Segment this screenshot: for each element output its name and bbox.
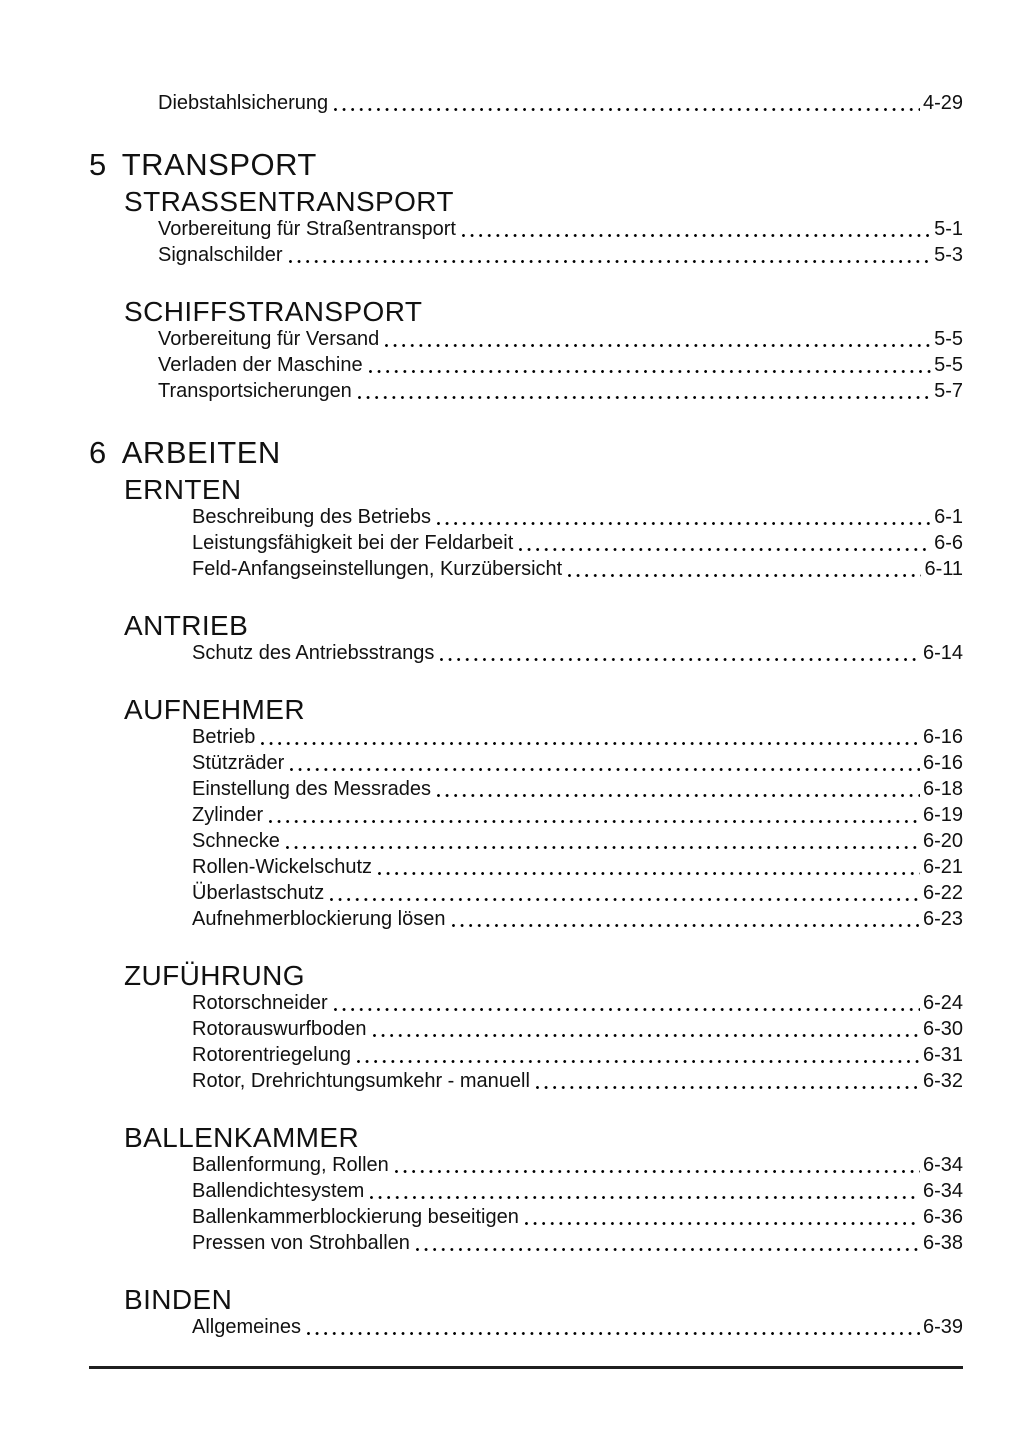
dot-leader [330, 898, 920, 901]
section-title: STRASSENTRANSPORT [124, 186, 454, 217]
chapter-number: 6 [89, 435, 107, 470]
toc-entry [89, 854, 963, 880]
toc-entry-label: Schutz des Antriebsstrangs [192, 642, 435, 664]
section-zufuehrung [89, 962, 963, 1094]
toc-entry-page: 6-18 [922, 778, 963, 800]
section-aufnehmer [89, 696, 963, 932]
dot-leader [416, 1248, 920, 1251]
dot-leader [440, 658, 920, 661]
section-title: SCHIFFSTRANSPORT [124, 296, 423, 327]
section-ballenkammer [89, 1124, 963, 1256]
section-title: BALLENKAMMER [124, 1122, 360, 1153]
dot-leader [378, 872, 920, 875]
toc-entry-page: 6-22 [922, 882, 963, 904]
dot-leader [437, 794, 920, 797]
toc-entry-label: Zylinder [192, 804, 264, 826]
toc-entry-page: 6-1 [934, 506, 963, 528]
toc-entry-label: Schnecke [192, 830, 280, 852]
toc-entry [89, 216, 963, 242]
dot-leader [395, 1170, 920, 1173]
toc-entry-label: Allgemeines [192, 1316, 301, 1338]
toc-entry-label: Einstellung des Messrades [192, 778, 432, 800]
toc-entry-page: 6-23 [922, 908, 963, 930]
dot-leader [334, 1008, 920, 1011]
dot-leader [370, 1196, 920, 1199]
dot-leader [269, 820, 920, 823]
chapter-heading [89, 148, 963, 182]
toc-entry [89, 1314, 963, 1340]
toc-entry-label: Feld-Anfangseinstellungen, Kurzübersicht [192, 558, 563, 580]
toc-entry [89, 1204, 963, 1230]
footer-rule [89, 1366, 963, 1369]
toc-entry-page: 6-21 [922, 856, 963, 878]
toc-entry-label: Vorbereitung für Versand [158, 328, 380, 350]
toc-entry-page: 6-11 [924, 558, 963, 580]
toc-entry-page: 6-31 [922, 1044, 963, 1066]
toc-entry-label: Signalschilder [158, 244, 283, 266]
dot-leader [289, 260, 932, 263]
toc-entry [89, 326, 963, 352]
section-binden [89, 1286, 963, 1340]
toc-entry-label: Ballenkammerblockierung beseitigen [192, 1206, 519, 1228]
toc-entry-label: Rotorentriegelung [192, 1044, 351, 1066]
toc-entry-page: 5-7 [934, 380, 963, 402]
toc-entry-label: Leistungsfähigkeit bei der Feldarbeit [192, 532, 514, 554]
dot-leader [525, 1222, 920, 1225]
toc-entry [89, 530, 963, 556]
dot-leader [286, 846, 920, 849]
toc-entry [89, 880, 963, 906]
toc-entry-label: Pressen von Strohballen [192, 1232, 410, 1254]
toc-entry-label: Rotorschneider [192, 992, 328, 1014]
toc-entry-page: 6-16 [922, 752, 963, 774]
dot-leader [437, 522, 931, 525]
dot-leader [307, 1332, 920, 1335]
section-schiffstransport [89, 298, 963, 404]
toc-entry-page: 6-20 [922, 830, 963, 852]
toc-entry-label: Beschreibung des Betriebs [192, 506, 432, 528]
toc-entry [89, 556, 963, 582]
toc-entry [89, 378, 963, 404]
dot-leader [452, 924, 920, 927]
toc-entry-page: 6-30 [922, 1018, 963, 1040]
toc-entry [89, 1016, 963, 1042]
toc-entry-label: Transportsicherungen [158, 380, 352, 402]
toc-entry-page: 6-39 [922, 1316, 963, 1338]
toc-entry-page: 6-34 [922, 1154, 963, 1176]
chapter-title: ARBEITEN [121, 435, 281, 470]
toc-entry-label: Ballenformung, Rollen [192, 1154, 389, 1176]
dot-leader [373, 1034, 920, 1037]
toc-entry [89, 990, 963, 1016]
section-ernten [89, 476, 963, 582]
toc-entry [89, 1068, 963, 1094]
toc-entry-label: Rotor, Drehrichtungsumkehr - manuell [192, 1070, 530, 1092]
toc-entry-label: Verladen der Maschine [158, 354, 363, 376]
toc-entry-page: 6-19 [922, 804, 963, 826]
toc-entry [89, 242, 963, 268]
section-title: BINDEN [124, 1284, 233, 1315]
dot-leader [568, 574, 921, 577]
section-title: ZUFÜHRUNG [124, 960, 305, 991]
toc-entry-page: 6-24 [922, 992, 963, 1014]
toc-entry-page: 6-32 [922, 1070, 963, 1092]
toc-entry-page: 6-38 [922, 1232, 963, 1254]
chapter-arbeiten [89, 436, 963, 1340]
toc-entry [89, 352, 963, 378]
toc-entry-page: 6-14 [922, 642, 963, 664]
toc-entry-page: 5-5 [934, 354, 963, 376]
toc-entry [89, 724, 963, 750]
dot-leader [369, 370, 932, 373]
toc-entry-label: Aufnehmerblockierung lösen [192, 908, 446, 930]
toc-entry [89, 90, 963, 116]
chapter-number: 5 [89, 147, 107, 182]
toc-entry [89, 504, 963, 530]
toc-entry [89, 1152, 963, 1178]
dot-leader [334, 108, 920, 111]
toc-entry-label: Diebstahlsicherung [158, 92, 329, 114]
dot-leader [385, 344, 931, 347]
toc-entry-page: 5-1 [934, 218, 963, 240]
toc-entry-page: 6-36 [922, 1206, 963, 1228]
section-title: AUFNEHMER [124, 694, 305, 725]
toc-entry [89, 1230, 963, 1256]
chapter-transport [89, 148, 963, 404]
toc-entry [89, 1178, 963, 1204]
section-title: ERNTEN [124, 474, 242, 505]
dot-leader [261, 742, 920, 745]
toc-entry-page: 5-3 [934, 244, 963, 266]
chapter-heading [89, 436, 963, 470]
toc-entry [89, 828, 963, 854]
toc-entry-label: Stützräder [192, 752, 285, 774]
dot-leader [358, 396, 931, 399]
toc-entry-page: 6-6 [934, 532, 963, 554]
toc-entry [89, 1042, 963, 1068]
dot-leader [290, 768, 920, 771]
toc-entry [89, 776, 963, 802]
toc-entry-label: Rotorauswurfboden [192, 1018, 367, 1040]
dot-leader [519, 548, 931, 551]
section-antrieb [89, 612, 963, 666]
section-strassentransport [89, 188, 963, 268]
toc-entry-label: Vorbereitung für Straßentransport [158, 218, 456, 240]
toc-entry-label: Überlastschutz [192, 882, 325, 904]
toc-entry [89, 750, 963, 776]
toc-entry-page: 4-29 [922, 92, 963, 114]
toc-entry-page: 6-34 [922, 1180, 963, 1202]
toc-entry-page: 6-16 [922, 726, 963, 748]
toc-entry [89, 802, 963, 828]
toc-entry [89, 640, 963, 666]
toc-entry-label: Ballendichtesystem [192, 1180, 365, 1202]
dot-leader [357, 1060, 920, 1063]
toc-entry-label: Betrieb [192, 726, 256, 748]
dot-leader [536, 1086, 920, 1089]
toc-entry-page: 5-5 [934, 328, 963, 350]
section-title: ANTRIEB [124, 610, 249, 641]
toc-entry-label: Rollen-Wickelschutz [192, 856, 373, 878]
toc-entry [89, 906, 963, 932]
dot-leader [462, 234, 931, 237]
chapter-title: TRANSPORT [121, 147, 317, 182]
